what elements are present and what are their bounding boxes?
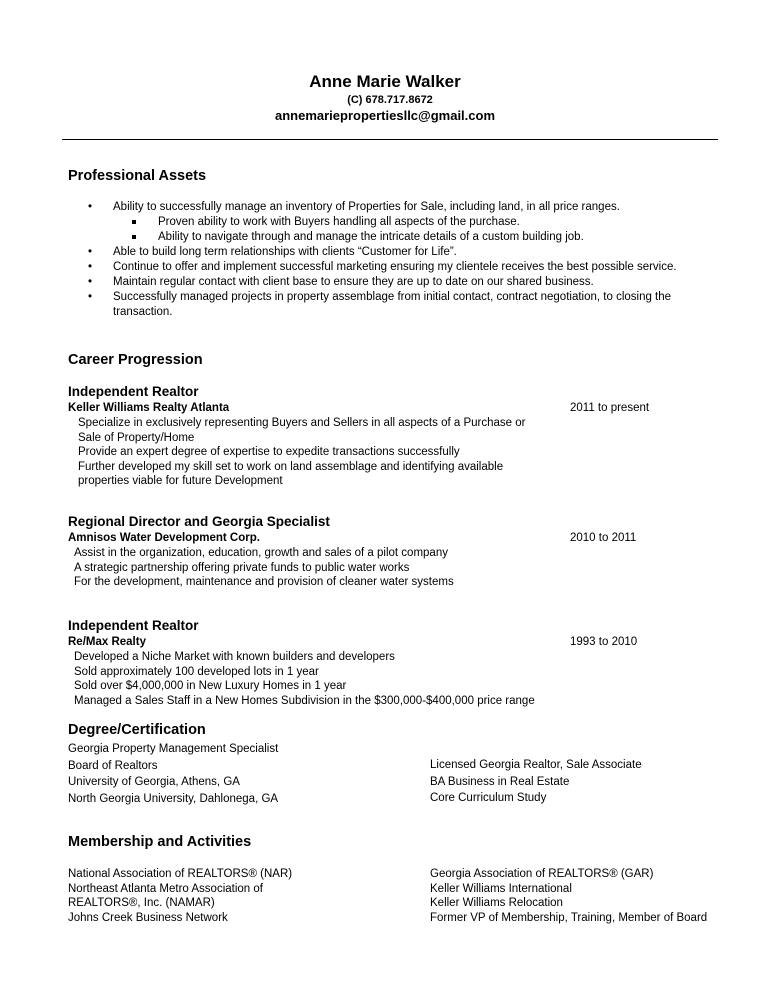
description-line: Provide an expert degree of expertise to expedite transactions successfully	[78, 446, 460, 458]
description-line: properties viable for future Development	[78, 475, 283, 487]
company-name: Re/Max Realty	[68, 636, 146, 648]
description-line: Specialize in exclusively representing Buyers and Sellers in all aspects of a Purchase or	[78, 417, 526, 429]
email-address: annemariepropertiesllc@gmail.com	[274, 108, 496, 123]
job-title: Regional Director and Georgia Specialist	[68, 514, 330, 529]
membership-right-column	[430, 867, 707, 925]
degree-line: University of Georgia, Athens, GA	[68, 776, 240, 788]
degree-line: Board of Realtors	[68, 759, 158, 772]
membership-line: Northeast Atlanta Metro Association of	[68, 882, 263, 895]
bullet-icon: •	[88, 261, 93, 273]
degree-line: North Georgia University, Dahlonega, GA	[68, 792, 279, 805]
degree-line: Licensed Georgia Realtor, Sale Associate	[430, 759, 642, 771]
list-item: • Continue to offer and implement successful marketing ensuring my clientele receives the best possible service.	[88, 261, 677, 273]
membership-line: Johns Creek Business Network	[68, 911, 228, 924]
section-title-professional-assets: Professional Assets	[68, 168, 207, 184]
square-bullet-icon	[132, 220, 136, 224]
job-title: Independent Realtor	[68, 618, 199, 633]
description-line: Sold over $4,000,000 in New Luxury Homes in 1 year	[74, 680, 347, 692]
degree-line: Core Curriculum Study	[430, 792, 547, 804]
membership-line: Keller Williams International	[430, 882, 572, 895]
degree-line: BA Business in Real Estate	[430, 775, 570, 788]
job-dates: 2010 to 2011	[570, 532, 637, 544]
membership-line: National Association of REALTORS® (NAR)	[68, 868, 293, 880]
section-title-membership-activities: Membership and Activities	[68, 834, 252, 850]
resume-header	[0, 72, 768, 124]
degree-left-column	[68, 741, 278, 807]
header-divider	[62, 139, 718, 140]
company-name: Amnisos Water Development Corp.	[68, 532, 260, 544]
job-description	[78, 416, 525, 489]
job-description	[74, 546, 454, 590]
description-line: Sold approximately 100 developed lots in 1 year	[74, 665, 319, 678]
section-title-career-progression: Career Progression	[68, 352, 203, 368]
list-item: • Ability to successfully manage an inventory of Properties for Sale, including land, in all price ranges.	[88, 201, 620, 213]
job-title: Independent Realtor	[68, 384, 199, 399]
membership-line: Georgia Association of REALTORS® (GAR)	[430, 868, 654, 880]
job-dates: 2011 to present	[570, 402, 650, 414]
list-item: • Maintain regular contact with client base to ensure they are up to date on our shared business.	[88, 276, 594, 288]
description-line: Assist in the organization, education, growth and sales of a pilot company	[74, 547, 448, 559]
degree-line: Georgia Property Management Specialist	[68, 743, 279, 755]
membership-left-column	[68, 867, 292, 925]
list-subitem: Proven ability to work with Buyers handling all aspects of the purchase.	[68, 215, 728, 230]
description-line: Developed a Niche Market with known builders and developers	[74, 651, 395, 663]
list-subitem: Ability to navigate through and manage the intricate details of a custom building job.	[68, 230, 728, 245]
bullet-icon: •	[88, 246, 93, 258]
section-title-degree-certification: Degree/Certification	[68, 722, 206, 738]
bullet-icon: •	[88, 276, 93, 288]
membership-line: REALTORS®, Inc. (NAMAR)	[68, 897, 215, 909]
professional-assets-list	[68, 200, 728, 320]
description-line: For the development, maintenance and provision of cleaner water systems	[74, 576, 454, 588]
job-description	[74, 650, 535, 708]
list-item: • Successfully managed projects in property assemblage from initial contact, contract negotiation, to closing the transaction.	[88, 291, 672, 318]
applicant-name: Anne Marie Walker	[309, 72, 461, 91]
membership-line: Former VP of Membership, Training, Member of Board	[430, 911, 708, 924]
description-line: Further developed my skill set to work on land assemblage and identifying available	[78, 460, 504, 473]
list-item: • Able to build long term relationships with clients “Customer for Life”.	[88, 246, 457, 258]
description-line: Sale of Property/Home	[78, 431, 195, 444]
description-line: A strategic partnership offering private funds to public water works	[74, 561, 410, 574]
company-name: Keller Williams Realty Atlanta	[68, 402, 230, 414]
bullet-icon: •	[88, 291, 93, 303]
description-line: Managed a Sales Staff in a New Homes Subdivision in the $300,000-$400,000 price range	[74, 694, 535, 707]
job-dates: 1993 to 2010	[570, 636, 638, 648]
square-bullet-icon	[132, 235, 136, 239]
membership-line: Keller Williams Relocation	[430, 897, 563, 909]
bullet-icon: •	[88, 201, 93, 213]
phone-number: (C) 678.717.8672	[347, 94, 433, 106]
degree-right-column	[430, 757, 642, 807]
